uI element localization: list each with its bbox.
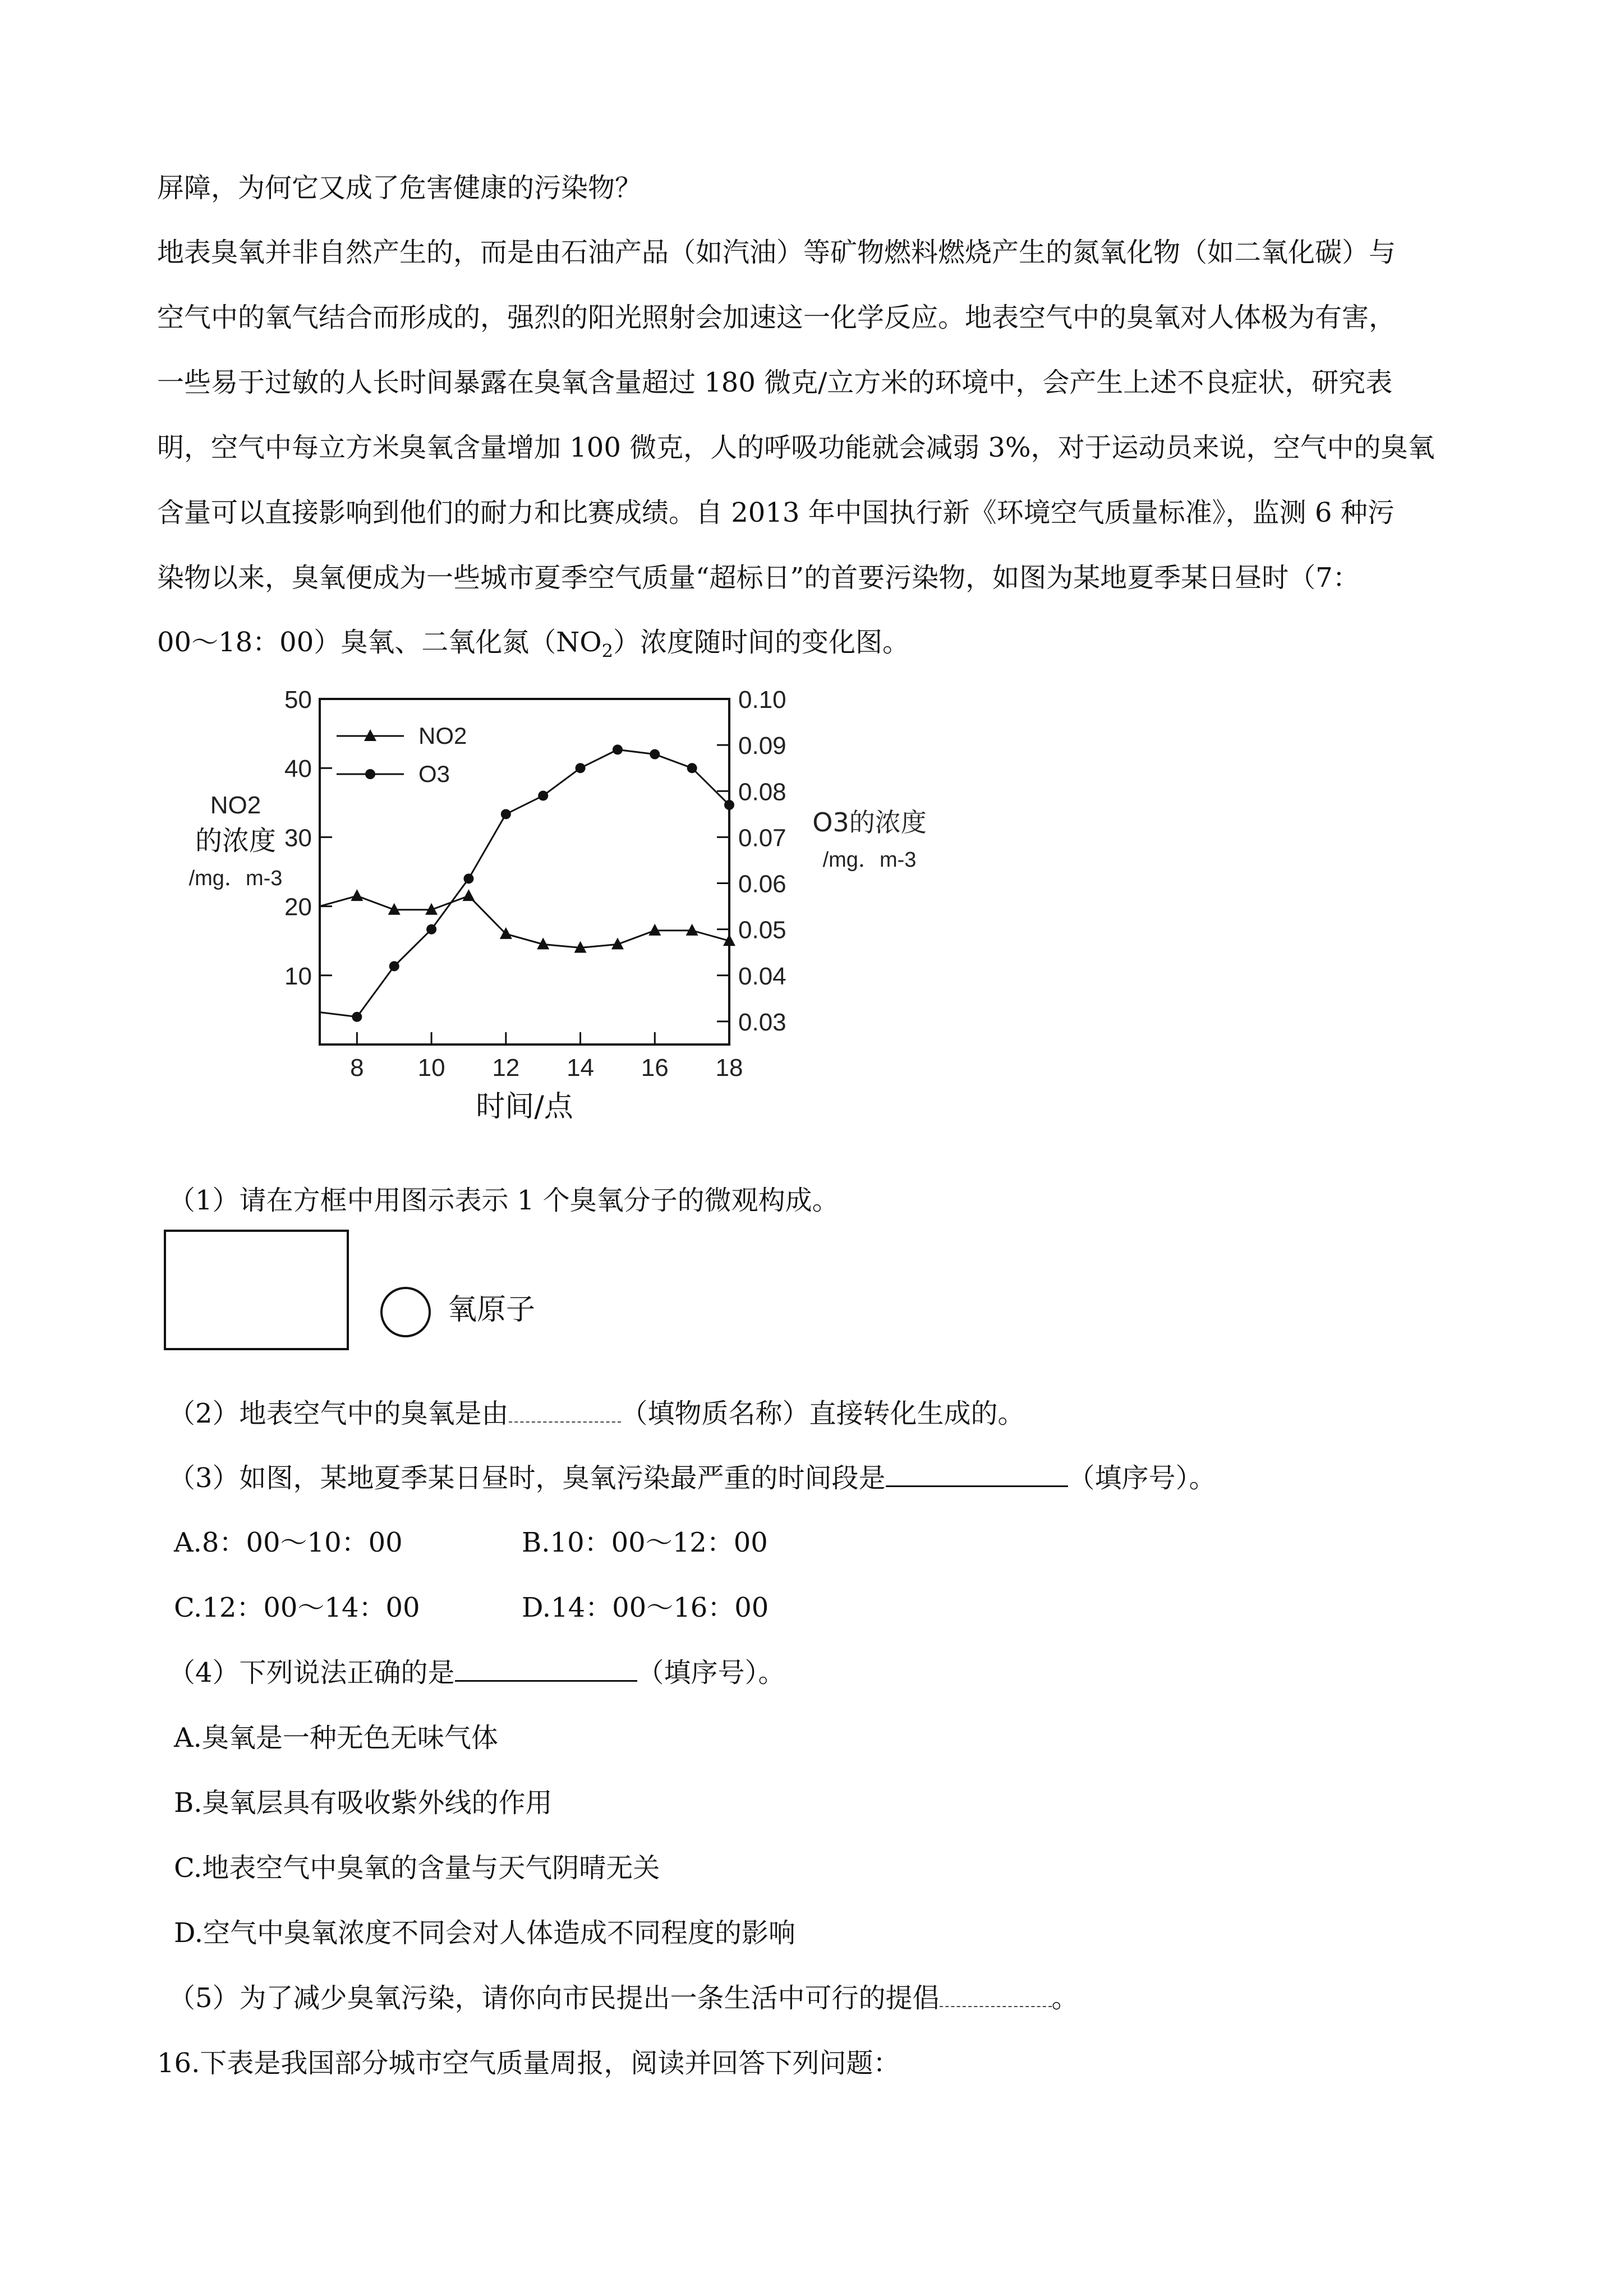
data-point-o3	[538, 790, 548, 800]
data-point-no2	[351, 889, 363, 901]
x-axis-tick-label: 14	[567, 1054, 595, 1082]
paragraph-line: 明，空气中每立方米臭氧含量增加 100 微克，人的呼吸功能就会减弱 3%，对于运动员来说，空气中的臭氧	[157, 432, 1435, 463]
paragraph-line: 含量可以直接影响到他们的耐力和比赛成绩。自 2013 年中国执行新《环境空气质量标准》，监测 6 种污	[157, 497, 1395, 528]
data-point-no2	[648, 924, 661, 936]
paragraph-text: ）浓度随时间的变化图。	[613, 627, 909, 658]
question-text: （填物质名称）直接转化生成的。	[620, 1398, 1025, 1429]
right-axis-label: /mg．m-3	[822, 848, 917, 872]
left-axis-label: NO2	[210, 792, 261, 819]
paragraph-line: 一些易于过敏的人长时间暴露在臭氧含量超过 180 微克/立方米的环境中，会产生上述不良症状，研究表	[157, 367, 1393, 398]
left-axis-label: /mg．m-3	[188, 867, 283, 890]
paragraph-line: 染物以来，臭氧便成为一些城市夏季空气质量“超标日”的首要污染物，如图为某地夏季某日昼时（7：	[157, 562, 1360, 593]
question-2	[168, 1397, 1025, 1430]
right-axis-tick-label: 0.04	[738, 962, 786, 990]
data-point-o3	[352, 1012, 362, 1022]
question-text: （4）下列说法正确的是	[168, 1657, 455, 1688]
left-axis-tick-label: 50	[284, 686, 312, 714]
oxygen-atom-icon	[380, 1287, 431, 1337]
x-axis-tick-label: 8	[350, 1054, 364, 1082]
series-line-no2	[320, 896, 729, 947]
right-axis-tick-label: 0.06	[738, 870, 786, 898]
question-16: 16.下表是我国部分城市空气质量周报，阅读并回答下列问题：	[157, 2047, 900, 2079]
paragraph-line	[157, 625, 909, 668]
paragraph-text: 00～18：00）臭氧、二氧化氮（NO	[157, 627, 602, 658]
data-point-o3	[389, 961, 399, 971]
data-point-o3	[687, 763, 697, 773]
answer-blank[interactable]	[940, 1982, 1052, 2007]
x-axis-tick-label: 10	[417, 1054, 445, 1082]
question-text: （填序号）。	[1068, 1462, 1216, 1494]
question-3	[168, 1461, 1216, 1495]
x-axis-tick-label: 12	[492, 1054, 520, 1082]
question-5	[168, 1981, 1079, 2015]
data-point-no2	[686, 924, 698, 936]
subscript: 2	[601, 640, 613, 662]
right-axis-tick-label: 0.10	[738, 686, 786, 714]
answer-blank[interactable]	[509, 1398, 621, 1423]
question-text: （5）为了减少臭氧污染，请你向市民提出一条生活中可行的提倡	[168, 1982, 940, 2014]
question-4	[168, 1656, 785, 1690]
right-axis-tick-label: 0.03	[738, 1008, 786, 1036]
left-axis-tick-label: 20	[284, 893, 312, 921]
x-axis-tick-label: 18	[715, 1054, 743, 1082]
x-axis-label: 时间/点	[476, 1090, 573, 1124]
x-axis-tick-label: 16	[641, 1054, 669, 1082]
paragraph-line: 地表臭氧并非自然产生的，而是由石油产品（如汽油）等矿物燃料燃烧产生的氮氧化物（如二氧化碳）与	[157, 237, 1396, 268]
legend-label-no2: NO2	[418, 723, 467, 749]
data-point-o3	[576, 763, 586, 773]
option-d: D.空气中臭氧浓度不同会对人体造成不同程度的影响	[174, 1917, 796, 1949]
option-d: D.14：00～16：00	[522, 1592, 769, 1623]
data-point-o3	[724, 800, 734, 810]
answer-blank[interactable]	[886, 1462, 1068, 1487]
paragraph-line: 屏障，为何它又成了危害健康的污染物？	[157, 172, 642, 204]
left-axis-label: 的浓度	[195, 825, 277, 857]
right-axis-tick-label: 0.07	[738, 824, 786, 852]
oxygen-atom-label: 氧原子	[448, 1293, 536, 1327]
chart-svg	[151, 673, 959, 1139]
option-a: A.臭氧是一种无色无味气体	[174, 1722, 498, 1754]
question-1: （1）请在方框中用图示表示 1 个臭氧分子的微观构成。	[168, 1185, 839, 1216]
question-text: 。	[1051, 1982, 1079, 2014]
paragraph-line: 空气中的氧气结合而形成的，强烈的阳光照射会加速这一化学反应。地表空气中的臭氧对人体极为有害，	[157, 302, 1396, 333]
data-point-o3	[613, 744, 623, 754]
left-axis-tick-label: 40	[284, 755, 312, 783]
right-axis-tick-label: 0.05	[738, 916, 786, 944]
concentration-chart	[151, 673, 959, 1139]
data-point-o3	[426, 924, 436, 935]
legend-label-o3: O3	[418, 761, 450, 787]
option-a: A.8：00～10：00	[174, 1527, 403, 1558]
data-point-o3	[463, 873, 473, 884]
left-axis-tick-label: 10	[284, 962, 312, 990]
plot-frame	[320, 699, 729, 1045]
data-point-no2	[462, 889, 475, 901]
option-c: C.地表空气中臭氧的含量与天气阴晴无关	[174, 1852, 660, 1884]
right-axis-tick-label: 0.08	[738, 778, 786, 806]
answer-blank[interactable]	[455, 1657, 637, 1682]
legend-marker-o3	[365, 769, 375, 779]
data-point-o3	[501, 809, 511, 819]
right-axis-tick-label: 0.09	[738, 732, 786, 760]
question-text: （3）如图，某地夏季某日昼时，臭氧污染最严重的时间段是	[168, 1462, 886, 1494]
drawing-answer-box[interactable]	[164, 1230, 349, 1350]
series-line-o3	[320, 749, 729, 1016]
left-axis-tick-label: 30	[284, 824, 312, 852]
option-c: C.12：00～14：00	[174, 1592, 420, 1623]
question-text: （2）地表空气中的臭氧是由	[168, 1398, 509, 1429]
option-b: B.臭氧层具有吸收紫外线的作用	[174, 1787, 553, 1819]
option-b: B.10：00～12：00	[522, 1527, 768, 1558]
data-point-o3	[650, 749, 660, 760]
right-axis-label: O3的浓度	[812, 807, 927, 838]
question-text: （填序号）。	[637, 1657, 785, 1688]
